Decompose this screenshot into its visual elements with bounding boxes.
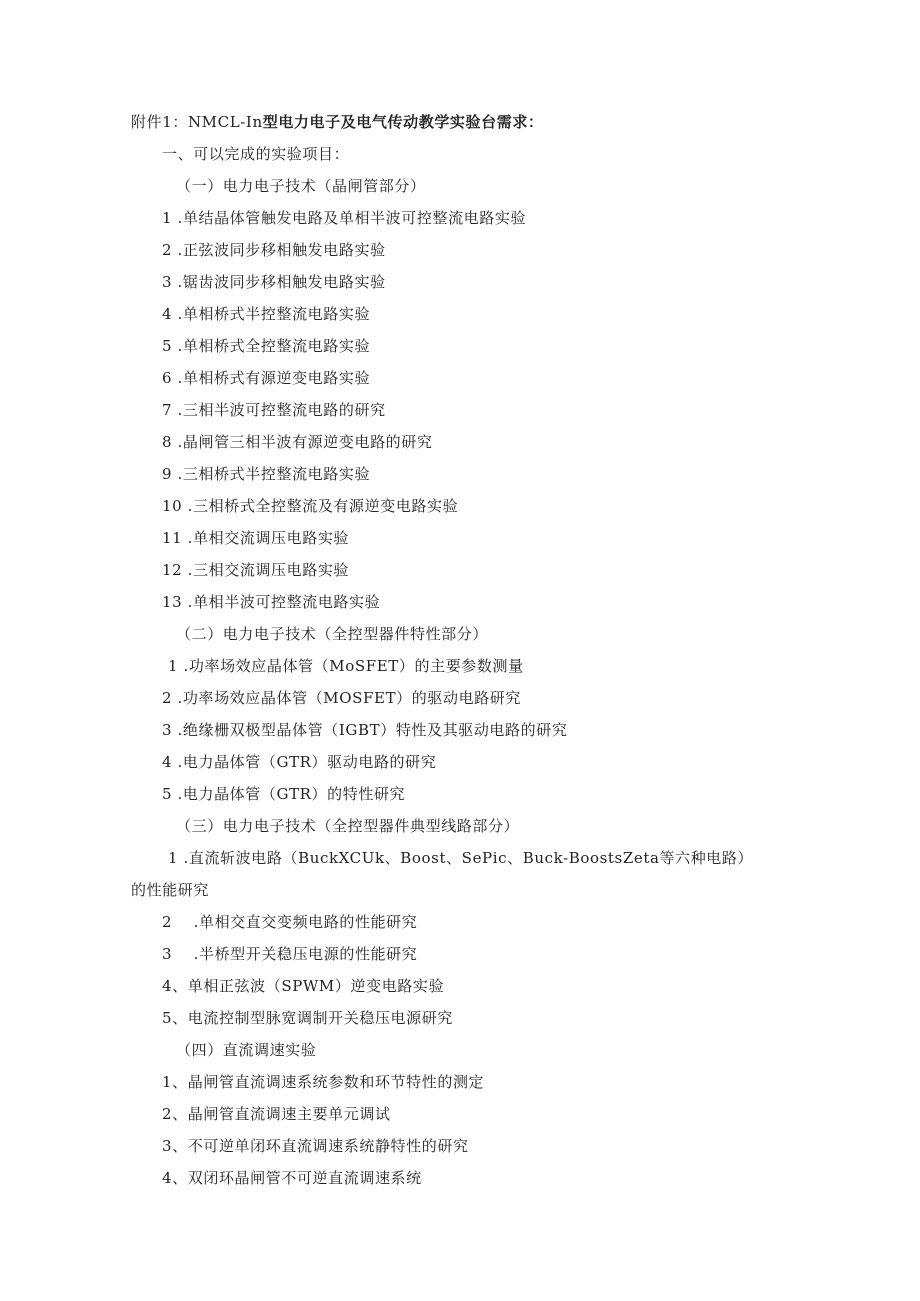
- list-item: 1、晶闸管直流调速系统参数和环节特性的测定: [162, 1073, 485, 1091]
- list-item: 3、不可逆单闭环直流调速系统静特性的研究: [162, 1137, 469, 1155]
- list-item: 4 .电力晶体管（GTR）驱动电路的研究: [162, 753, 437, 771]
- list-item: 12 .三相交流调压电路实验: [162, 561, 350, 579]
- list-item-continuation: 的性能研究: [131, 881, 210, 899]
- list-item: 4、双闭环晶闸管不可逆直流调速系统: [162, 1169, 422, 1187]
- list-item: 2 .正弦波同步移相触发电路实验: [162, 241, 386, 259]
- list-item: 8 .晶闸管三相半波有源逆变电路的研究: [162, 433, 433, 451]
- list-item: 1 .单结晶体管触发电路及单相半波可控整流电路实验: [162, 209, 527, 227]
- list-item: 5 .单相桥式全控整流电路实验: [162, 337, 371, 355]
- list-item: 1 .功率场效应晶体管（MoSFET）的主要参数测量: [168, 657, 524, 675]
- list-item: 9 .三相桥式半控整流电路实验: [162, 465, 371, 483]
- list-item: 3 .绝缘栅双极型晶体管（IGBT）特性及其驱动电路的研究: [162, 721, 568, 739]
- title-prefix: 附件1：NMCL-In: [131, 113, 263, 131]
- list-item: 6 .单相桥式有源逆变电路实验: [162, 369, 371, 387]
- section-heading: 一、可以完成的实验项目：: [162, 145, 350, 163]
- list-item: 2 .单相交直交变频电路的性能研究: [162, 913, 418, 931]
- list-item: 3 .锯齿波同步移相触发电路实验: [162, 273, 386, 291]
- list-item: 7 .三相半波可控整流电路的研究: [162, 401, 386, 419]
- list-item: 2 .功率场效应晶体管（MOSFET）的驱动电路研究: [162, 689, 521, 707]
- list-item: 13 .单相半波可控整流电路实验: [162, 593, 381, 611]
- list-item: 1 .直流斩波电路（BuckXCUk、Boost、SePic、Buck-BoostsZeta等六种电路）: [168, 849, 754, 867]
- title-bold: 型电力电子及电气传动教学实验台需求：: [262, 113, 544, 131]
- list-item: 4、单相正弦波（SPWM）逆变电路实验: [162, 977, 445, 995]
- list-item: 2、晶闸管直流调速主要单元调试: [162, 1105, 391, 1123]
- document-title: [131, 112, 544, 132]
- list-item: 11 .单相交流调压电路实验: [162, 529, 350, 547]
- part3-heading: （三）电力电子技术（全控型器件典型线路部分）: [176, 817, 520, 835]
- part2-heading: （二）电力电子技术（全控型器件特性部分）: [176, 625, 489, 643]
- list-item: 3 .半桥型开关稳压电源的性能研究: [162, 945, 418, 963]
- part4-heading: （四）直流调速实验: [176, 1041, 317, 1059]
- list-item: 10 .三相桥式全控整流及有源逆变电路实验: [162, 497, 459, 515]
- list-item: 5、电流控制型脉宽调制开关稳压电源研究: [162, 1009, 453, 1027]
- part1-heading: （一）电力电子技术（晶闸管部分）: [176, 177, 426, 195]
- list-item: 5 .电力晶体管（GTR）的特性研究: [162, 785, 406, 803]
- list-item: 4 .单相桥式半控整流电路实验: [162, 305, 371, 323]
